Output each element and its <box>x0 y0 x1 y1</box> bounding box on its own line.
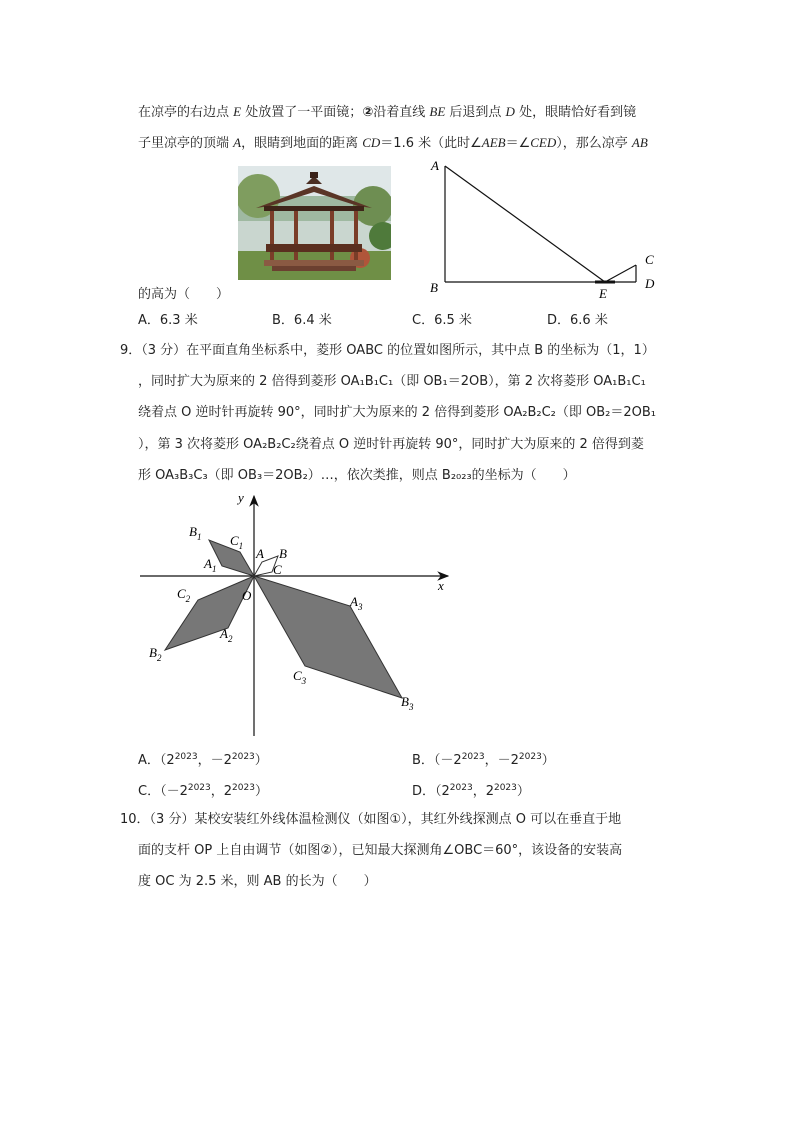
label-B1: $B_1$ <box>189 524 202 542</box>
pavilion-photo <box>238 166 391 280</box>
label-A: A <box>431 158 439 173</box>
label-C: C <box>645 252 654 267</box>
q9-option-d[interactable]: D．（$2^{2023}$，$2^{2023}$） <box>412 783 530 799</box>
q10-line-3: 度 OC 为 2.5 米，则 AB 的长为（ ） <box>138 874 377 889</box>
q9-line-2: ，同时扩大为原来的 2 倍得到菱形 OA₁B₁C₁（即 OB₁＝2OB），第 2 次将菱形 OA₁B₁C₁ <box>138 374 646 389</box>
mirror-figure <box>425 158 665 298</box>
label-B3: $B_3$ <box>401 694 414 712</box>
rhombus-3 <box>254 576 402 698</box>
label-E: E <box>599 286 607 298</box>
q9-line-4: ），第 3 次将菱形 OA₂B₂C₂绕着点 O 逆时针再旋转 90°，同时扩大为原来的 2 倍得到菱 <box>138 437 644 452</box>
q8-option-d[interactable]: D．6.6 米 <box>547 313 608 328</box>
q9-line-1: 9．（3 分）在平面直角坐标系中，菱形 OABC 的位置如图所示，其中点 B 的坐标为（1，1） <box>120 343 655 358</box>
label-C-point: C <box>273 562 282 577</box>
y-axis-label: y <box>238 490 244 505</box>
label-A2: $A_2$ <box>220 626 233 644</box>
q8-option-a[interactable]: A．6.3 米 <box>138 313 198 328</box>
label-B2: $B_2$ <box>149 645 162 663</box>
label-D: D <box>645 276 655 291</box>
label-A3: $A_3$ <box>350 594 363 612</box>
q9-option-c[interactable]: C．（$-2^{2023}$，$2^{2023}$） <box>138 783 268 799</box>
label-B-point: B <box>279 546 287 561</box>
label-A1: $A_1$ <box>204 556 217 574</box>
q9-line-3: 绕着点 O 逆时针再旋转 90°，同时扩大为原来的 2 倍得到菱形 OA₂B₂C₂（即 OB₂＝2OB₁ <box>138 405 656 420</box>
q8-option-c[interactable]: C．6.5 米 <box>412 313 472 328</box>
label-A-point: A <box>256 546 264 561</box>
label-C3: $C_3$ <box>293 668 307 686</box>
label-C1: $C_1$ <box>230 533 244 551</box>
q9-option-b[interactable]: B．（$-2^{2023}$，$-2^{2023}$） <box>412 752 555 768</box>
rhombus-figure <box>130 488 460 738</box>
label-C2: $C_2$ <box>177 586 191 604</box>
q8-option-b[interactable]: B．6.4 米 <box>272 313 332 328</box>
q8-line-2: 子里凉亭的顶端 A，眼睛到地面的距离 CD＝1.6 米（此时∠AEB＝∠CED），那么凉亭 AB <box>138 135 648 151</box>
q9-option-a[interactable]: A．（$2^{2023}$，$-2^{2023}$） <box>138 752 268 768</box>
q10-line-1: 10．（3 分）某校安装红外线体温检测仪（如图①），其红外线探测点 O 可以在垂直于地 <box>120 812 622 827</box>
origin-label: O <box>242 588 252 603</box>
label-B: B <box>430 280 438 295</box>
x-axis-label: x <box>438 578 444 593</box>
q8-line-3: 的高为（ ） <box>138 287 230 302</box>
q10-line-2: 面的支杆 OP 上自由调节（如图②），已知最大探测角∠OBC＝60°，该设备的安装高 <box>138 843 623 858</box>
q9-line-5: 形 OA₃B₃C₃（即 OB₃＝2OB₂）…，依次类推，则点 B₂₀₂₃的坐标为（ ） <box>138 468 576 483</box>
q8-line-1: 在凉亭的右边点 E 处放置了一平面镜；②沿着直线 BE 后退到点 D 处，眼睛恰好看到镜 <box>138 104 637 120</box>
